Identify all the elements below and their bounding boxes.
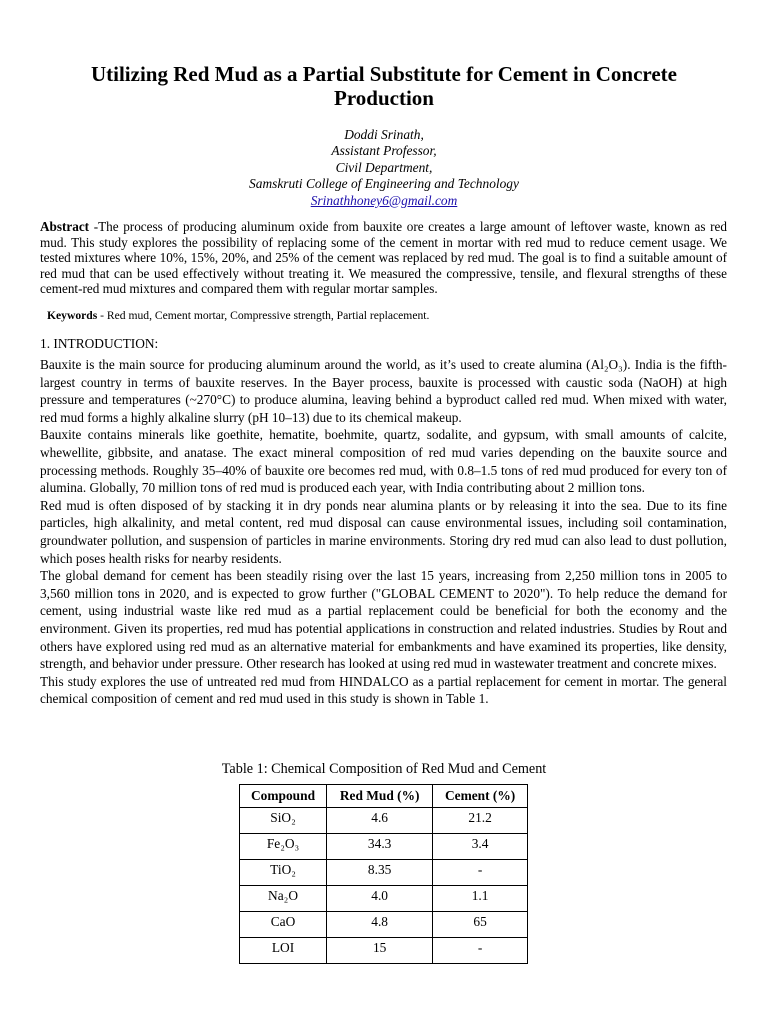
table-row (240, 886, 528, 912)
table-header-row (240, 785, 528, 808)
abstract-label: Abstract (40, 219, 90, 234)
author-block (40, 127, 728, 209)
table-cell: 34.3 (327, 834, 433, 860)
table-row (240, 938, 528, 964)
table-cell: - (433, 938, 528, 964)
table-cell: Fe₂O₃ (240, 834, 327, 860)
abstract-text: -The process of producing aluminum oxide from bauxite ore creates a large amount of leftover waste, known as red mud. This study explores the possibility of replacing some of the cement in mortar with red mud to reduce cement usage. We tested mixtures where 10%, 15%, 20%, and 25% of the cement was replaced by red mud. The goal is to find a suitable amount of red mud that can be used effectively without treating it. We measured the compressive, tensile, and flexural strengths of these cement-red mud mixtures and compared them with regular mortar samples. (40, 219, 727, 297)
section-heading-introduction: 1. INTRODUCTION: (40, 336, 159, 351)
abstract (40, 219, 727, 297)
table-cell: 3.4 (433, 834, 528, 860)
table-cell: Na₂O (240, 886, 327, 912)
table-cell: 65 (433, 912, 528, 938)
paragraph: Bauxite is the main source for producing aluminum around the world, as it’s used to create alumina (Al₂O₃). India is the fifth-largest country in terms of bauxite reserves. In the Bayer process, bauxite is processed with caustic soda (NaOH) at high pressure and temperatures (~270°C) to produce alumina, leaving behind a byproduct called red mud. When mixed with water, red mud forms a highly alkaline slurry (pH 10–13) due to its chemical makeup. (40, 357, 727, 425)
table-cell: 8.35 (327, 860, 433, 886)
table-cell: 21.2 (433, 808, 528, 834)
author-institution: Samskruti College of Engineering and Technology (249, 176, 519, 192)
table-cell: 4.8 (327, 912, 433, 938)
author-name: Doddi Srinath, (344, 127, 424, 142)
table-row (240, 860, 528, 886)
table-cell: - (433, 860, 528, 886)
author-email-link[interactable]: Srinathhoney6@gmail.com (310, 192, 458, 208)
table-row (240, 912, 528, 938)
keywords-label: Keywords (47, 309, 98, 322)
table-cell: 1.1 (433, 886, 528, 912)
table-header-cell: Compound (240, 785, 327, 808)
keywords-text: - Red mud, Cement mortar, Compressive strength, Partial replacement. (97, 309, 430, 322)
table-row (240, 808, 528, 834)
author-position: Assistant Professor, (331, 143, 437, 159)
paragraph: Bauxite contains minerals like goethite, hematite, boehmite, quartz, sodalite, and gypsum, with small amounts of calcite, whewellite, gibbsite, and anatase. The exact mineral composition of red mud varies depending on the bauxite source and processing methods. Roughly 35–40% of bauxite ore becomes red mud, with 0.8–1.5 tons of red mud produced for every ton of alumina. Globally, 70 million tons of red mud is produced each year, with India contributing about 2 million tons. (40, 427, 727, 496)
paper-title: Utilizing Red Mud as a Partial Substitute for Cement in Concrete Production (90, 62, 677, 110)
table-cell: 15 (327, 938, 433, 964)
table-row (240, 834, 528, 860)
table-cell: 4.6 (327, 808, 433, 834)
table-cell: LOI (240, 938, 327, 964)
paragraph: This study explores the use of untreated red mud from HINDALCO as a partial replacement for cement in mortar. The general chemical composition of cement and red mud used in this study is shown in Table 1. (40, 673, 727, 707)
author-department: Civil Department, (335, 159, 433, 175)
table-header-cell: Red Mud (%) (327, 785, 433, 808)
keywords (47, 309, 727, 323)
introduction-body (40, 356, 727, 708)
table-header-cell: Cement (%) (433, 785, 528, 808)
table-cell: SiO₂ (240, 808, 327, 834)
table-caption: Table 1: Chemical Composition of Red Mud and Cement (221, 761, 547, 777)
paragraph: The global demand for cement has been steadily rising over the last 15 years, increasing from 2,250 million tons in 2005 to 3,560 million tons in 2020, and is expected to grow further ("GLOBAL CEMENT to 2020"). To help reduce the demand for cement, using industrial waste like red mud as a partial replacement could be beneficial for both the economy and the environment. Given its properties, red mud has potential applications in construction and related industries. Studies by Rout and others have explored using red mud as an alternative material for embankments and have examined its properties, like density, strength, and behavior under pressure. Other research has looked at using red mud in wastewater treatment and concrete mixes. (40, 568, 727, 672)
composition-table (239, 784, 528, 964)
paragraph: Red mud is often disposed of by stacking it in dry ponds near alumina plants or by releasing it into the sea. Due to its fine particles, high alkalinity, and metal content, red mud disposal can cause environmental issues, including soil contamination, groundwater pollution, and suspension of particles in marine environments. Storing dry red mud can also lead to dust pollution, which poses health risks for nearby residents. (40, 497, 727, 566)
table-cell: TiO₂ (240, 860, 327, 886)
table-cell: CaO (240, 912, 327, 938)
table-cell: 4.0 (327, 886, 433, 912)
